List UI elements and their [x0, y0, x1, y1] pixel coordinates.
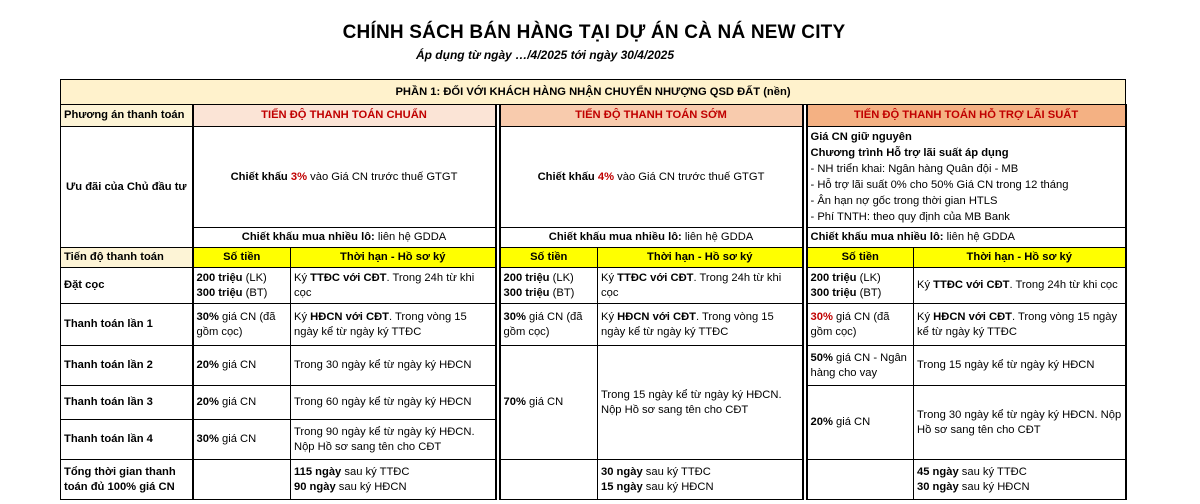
amount-bold: 20% [196, 359, 219, 371]
discount-pct: 3% [290, 170, 308, 183]
amount-rest: giá CN (đã gồm cọc) [503, 310, 583, 338]
term-bold: HĐCN với CĐT [617, 310, 696, 323]
bulk-text: liên hệ GDDA [943, 231, 1016, 243]
total-rest: sau ký HĐCN [958, 480, 1030, 493]
col-header-amount: Số tiền [807, 248, 914, 268]
total-bold: 30 ngày [917, 480, 959, 493]
bulk-label: Chiết khấu mua nhiều lô: [810, 231, 944, 243]
bulk-label: Chiết khấu mua nhiều lô: [241, 231, 375, 243]
discount-pct: 4% [597, 170, 615, 183]
pay3-amount-standard [193, 386, 291, 420]
amount-note: (BT) [242, 286, 268, 299]
total-bold: 45 ngày [917, 465, 959, 478]
support-line: Chương trình Hỗ trợ lãi suất áp dụng [810, 147, 1009, 159]
row-label-total: Tổng thời gian thanh toán đủ 100% giá CN [61, 460, 193, 500]
incentive-support [807, 127, 1126, 228]
pay1-amount-early [500, 304, 598, 346]
discount-suffix: vào Giá CN trước thuế GTGT [614, 170, 765, 183]
amount-bold: 50% [810, 351, 833, 364]
support-line: - Phí TNTH: theo quy định của MB Bank [810, 211, 1010, 223]
incentive-standard [193, 127, 496, 228]
total-rest: sau ký HĐCN [335, 480, 407, 493]
pay2-term-support: Trong 15 ngày kể từ ngày ký HĐCN [914, 346, 1126, 386]
pay2-amount-support [807, 346, 914, 386]
amount-note: (LK) [856, 271, 881, 284]
term-pre: Ký [601, 310, 618, 323]
amount-rest: giá CN [218, 359, 257, 371]
amount-bold: 20% [810, 416, 833, 428]
plan-header-standard: TIẾN ĐỘ THANH TOÁN CHUẨN [193, 105, 496, 127]
deposit-amount-support [807, 268, 914, 304]
pay1-term-support [914, 304, 1126, 346]
support-line: - Hỗ trợ lãi suất 0% cho 50% Giá CN trong 12 tháng [810, 179, 1069, 191]
term-post: . Trong 24h từ khi cọc [601, 271, 782, 299]
pay2-term-standard: Trong 30 ngày kể từ ngày ký HĐCN [291, 346, 496, 386]
term-pre: Ký [294, 271, 311, 284]
pay3-term-standard: Trong 60 ngày kể từ ngày ký HĐCN [291, 386, 496, 420]
pay2-amount-early [500, 346, 598, 460]
amount-bold: 300 triệu [503, 286, 550, 299]
deposit-term-early [598, 268, 803, 304]
pay1-term-standard [291, 304, 496, 346]
row-label-payment-method: Phương án thanh toán [61, 105, 193, 127]
amount-bold: 30% [810, 310, 833, 323]
col-header-term: Thời hạn - Hồ sơ ký [598, 248, 803, 268]
bulk-discount-early [500, 228, 803, 248]
support-line: - Ân hạn nợ gốc trong thời gian HTLS [810, 195, 998, 207]
pay3-amount-support [807, 386, 914, 460]
amount-bold: 30% [503, 310, 526, 323]
plan-header-support: TIẾN ĐỘ THANH TOÁN HỖ TRỢ LÃI SUẤT [807, 105, 1126, 127]
total-term-support [914, 460, 1126, 500]
discount-suffix: vào Giá CN trước thuế GTGT [307, 170, 458, 183]
bulk-text: liên hệ GDDA [374, 231, 447, 243]
pay2-term-early: Trong 15 ngày kể từ ngày ký HĐCN. Nộp Hồ sơ sang tên cho CĐT [598, 346, 803, 460]
amount-bold: 70% [503, 396, 526, 408]
amount-rest: giá CN (đã gồm cọc) [196, 310, 276, 338]
part-title: PHẦN 1: ĐỐI VỚI KHÁCH HÀNG NHẬN CHUYỂN NHƯỢNG QSD ĐẤT (nền) [61, 80, 1126, 105]
total-bold: 15 ngày [601, 480, 643, 493]
row-label-pay1: Thanh toán lần 1 [61, 304, 193, 346]
term-bold: HĐCN với CĐT [933, 310, 1012, 323]
amount-rest: giá CN [525, 396, 564, 408]
row-label-pay2: Thanh toán lần 2 [61, 346, 193, 386]
page-title: CHÍNH SÁCH BÁN HÀNG TẠI DỰ ÁN CÀ NÁ NEW CITY [342, 22, 846, 43]
total-amount-standard [193, 460, 291, 500]
term-bold: HĐCN với CĐT [310, 310, 389, 323]
total-bold: 115 ngày [294, 465, 342, 478]
row-label-pay3: Thanh toán lần 3 [61, 386, 193, 420]
term-post: . Trong vòng 15 ngày kể từ ngày ký TTĐC [917, 310, 1118, 338]
term-post: . Trong vòng 15 ngày kể từ ngày ký TTĐC [601, 310, 774, 338]
total-bold: 30 ngày [601, 465, 643, 478]
plan-header-early: TIẾN ĐỘ THANH TOÁN SỚM [500, 105, 803, 127]
deposit-term-support [914, 268, 1126, 304]
page-subtitle: Áp dụng từ ngày …/4/2025 tới ngày 30/4/2025 [415, 48, 675, 62]
col-header-term: Thời hạn - Hồ sơ ký [914, 248, 1126, 268]
term-pre: Ký [294, 310, 311, 323]
amount-bold: 300 triệu [810, 286, 857, 299]
amount-rest: giá CN [832, 416, 871, 428]
pay1-term-early [598, 304, 803, 346]
policy-table [60, 79, 1127, 500]
col-header-amount: Số tiền [500, 248, 598, 268]
incentive-early [500, 127, 803, 228]
amount-rest: giá CN [218, 433, 257, 445]
total-amount-support [807, 460, 914, 500]
discount-prefix: Chiết khấu [537, 170, 598, 183]
row-label-deposit: Đặt cọc [61, 268, 193, 304]
amount-rest: giá CN - Ngân hàng cho vay [810, 351, 907, 379]
amount-note: (LK) [242, 271, 267, 284]
amount-bold: 200 triệu [810, 271, 857, 284]
total-bold: 90 ngày [294, 480, 336, 493]
bulk-text: liên hệ GDDA [681, 231, 754, 243]
deposit-amount-early [500, 268, 598, 304]
col-header-amount: Số tiền [193, 248, 291, 268]
amount-bold: 20% [196, 396, 219, 408]
pay1-amount-support [807, 304, 914, 346]
row-label-progress: Tiến độ thanh toán [61, 248, 193, 268]
total-rest: sau ký TTĐC [958, 465, 1027, 478]
amount-bold: 200 triệu [503, 271, 550, 284]
amount-note: (BT) [549, 286, 575, 299]
term-bold: TTĐC với CĐT [310, 271, 387, 284]
bulk-discount-standard [193, 228, 496, 248]
term-pre: Ký [601, 271, 618, 284]
term-post: . Trong vòng 15 ngày kể từ ngày ký TTĐC [294, 310, 467, 338]
amount-bold: 300 triệu [196, 286, 243, 299]
term-pre: Ký [917, 310, 934, 323]
col-header-term: Thời hạn - Hồ sơ ký [291, 248, 496, 268]
amount-rest: giá CN [218, 396, 257, 408]
total-term-early [598, 460, 803, 500]
term-post: . Trong 24h từ khi cọc [294, 271, 475, 299]
total-rest: sau ký TTĐC [341, 465, 410, 478]
support-line: Giá CN giữ nguyên [810, 131, 912, 143]
term-post: . Trong 24h từ khi cọc [1009, 279, 1118, 291]
amount-note: (BT) [856, 286, 882, 299]
deposit-amount-standard [193, 268, 291, 304]
term-pre: Ký [917, 279, 934, 291]
bulk-label: Chiết khấu mua nhiều lô: [548, 231, 682, 243]
amount-bold: 30% [196, 433, 219, 445]
deposit-term-standard [291, 268, 496, 304]
amount-rest: giá CN (đã gồm cọc) [810, 310, 890, 338]
pay4-term-standard: Trong 90 ngày kể từ ngày ký HĐCN. Nộp Hồ sơ sang tên cho CĐT [291, 420, 496, 460]
pay3-term-support: Trong 30 ngày kể từ ngày ký HĐCN. Nộp Hồ sơ sang tên cho CĐT [914, 386, 1126, 460]
term-bold: TTĐC với CĐT [617, 271, 694, 284]
support-line: - NH triển khai: Ngân hàng Quân đội - MB [810, 163, 1019, 175]
amount-note: (LK) [549, 271, 574, 284]
total-rest: sau ký HĐCN [642, 480, 714, 493]
total-amount-early [500, 460, 598, 500]
total-rest: sau ký TTĐC [642, 465, 711, 478]
bulk-discount-support [807, 228, 1126, 248]
pay2-amount-standard [193, 346, 291, 386]
amount-bold: 200 triệu [196, 271, 243, 284]
pay1-amount-standard [193, 304, 291, 346]
amount-bold: 30% [196, 310, 219, 323]
row-label-pay4: Thanh toán lần 4 [61, 420, 193, 460]
discount-prefix: Chiết khấu [230, 170, 291, 183]
total-term-standard [291, 460, 496, 500]
term-bold: TTĐC với CĐT [933, 279, 1010, 291]
pay4-amount-standard [193, 420, 291, 460]
row-label-incentive: Ưu đãi của Chủ đầu tư [61, 127, 193, 248]
